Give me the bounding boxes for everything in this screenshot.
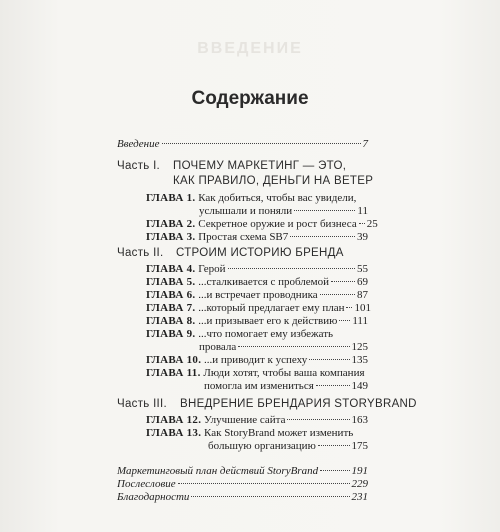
chapter-page: 11 — [357, 205, 368, 217]
toc-entry-action-plan — [117, 465, 368, 478]
chapter-page: 111 — [352, 315, 368, 327]
chapter-page: 101 — [354, 302, 371, 314]
chapter-title: ...и приводит к успеху — [204, 354, 308, 366]
leader-dots — [331, 281, 355, 282]
chapter-title: ...что помогает ему избежать — [198, 328, 334, 340]
chapter-title: ...и призывает его к действию — [198, 315, 338, 327]
toc-chapter-13 — [146, 427, 353, 440]
chapter-title: Секретное оружие и рост бизнеса — [198, 218, 357, 230]
part-title: ПОЧЕМУ МАРКЕТИНГ — ЭТО, — [173, 160, 347, 172]
chapter-page: 149 — [351, 380, 368, 392]
toc-chapter-11-cont — [204, 380, 368, 393]
leader-dots — [339, 320, 350, 321]
toc-chapter-3 — [146, 231, 368, 244]
part-title: СТРОИМ ИСТОРИЮ БРЕНДА — [176, 247, 344, 259]
toc-entry-afterword — [117, 478, 368, 491]
leader-dots — [178, 483, 350, 484]
toc-chapter-13-cont — [208, 440, 368, 453]
toc-label: Маркетинговый план действий StoryBrand — [117, 465, 319, 477]
leader-dots — [309, 359, 349, 360]
toc-page: 229 — [351, 478, 368, 490]
chapter-number: ГЛАВА 1. — [146, 192, 196, 204]
chapter-number: ГЛАВА 2. — [146, 218, 196, 230]
toc-label: Благодарности — [117, 491, 190, 503]
toc-chapter-6 — [146, 289, 368, 302]
chapter-number: ГЛАВА 12. — [146, 414, 202, 426]
toc-chapter-12 — [146, 414, 368, 427]
leader-dots — [162, 143, 361, 144]
leader-dots — [287, 419, 349, 420]
chapter-number: ГЛАВА 4. — [146, 263, 196, 275]
chapter-title: Улучшение сайта — [204, 414, 286, 426]
leader-dots — [320, 470, 349, 471]
chapter-title-line2: услышали и поняли — [199, 205, 293, 217]
toc-chapter-7 — [146, 302, 371, 315]
chapter-page: 25 — [366, 218, 378, 230]
toc-chapter-5 — [146, 276, 368, 289]
chapter-number: ГЛАВА 7. — [146, 302, 196, 314]
toc-chapter-9-cont — [199, 341, 368, 354]
chapter-page: 55 — [357, 263, 368, 275]
toc-chapter-1 — [146, 192, 356, 205]
chapter-title: ...сталкивается с проблемой — [198, 276, 329, 288]
toc-page: 231 — [351, 491, 368, 503]
chapter-title: Герой — [198, 263, 226, 275]
chapter-title: Как StoryBrand может изменить — [204, 427, 354, 439]
part-label: Часть II. — [117, 247, 164, 259]
leader-dots — [238, 346, 349, 347]
toc-page: 7 — [362, 138, 368, 150]
toc-chapter-10 — [146, 354, 368, 367]
chapter-page: 135 — [351, 354, 368, 366]
toc-entry-acknowledgements — [117, 491, 368, 504]
toc-entry-intro — [117, 138, 368, 151]
leader-dots — [320, 294, 355, 295]
chapter-title: Люди хотят, чтобы ваша компания — [203, 367, 365, 379]
chapter-number: ГЛАВА 3. — [146, 231, 196, 243]
leader-dots — [318, 445, 350, 446]
leader-dots — [359, 223, 365, 224]
leader-dots — [294, 210, 355, 211]
chapter-title-line2: провала — [199, 341, 237, 353]
part-title-line2: КАК ПРАВИЛО, ДЕНЬГИ НА ВЕТЕР — [173, 175, 374, 187]
toc-chapter-11 — [146, 367, 365, 380]
chapter-page: 175 — [351, 440, 368, 452]
leader-dots — [316, 385, 350, 386]
chapter-title-line2: помогла им измениться — [204, 380, 314, 392]
part-label: Часть III. — [117, 398, 168, 410]
toc-page: 191 — [351, 465, 368, 477]
toc-chapter-9 — [146, 328, 333, 341]
chapter-number: ГЛАВА 6. — [146, 289, 196, 301]
chapter-title: ...который предлагает ему план — [198, 302, 345, 314]
chapter-number: ГЛАВА 8. — [146, 315, 196, 327]
toc-chapter-2 — [146, 218, 378, 231]
toc-chapter-1-cont — [199, 205, 368, 218]
toc-label: Послесловие — [117, 478, 176, 490]
chapter-number: ГЛАВА 5. — [146, 276, 196, 288]
chapter-title: ...и встречает проводника — [198, 289, 318, 301]
bleed-through-heading: ВВЕДЕНИЕ — [197, 40, 303, 57]
part-title: ВНЕДРЕНИЕ БРЕНДАРИЯ STORYBRAND — [180, 398, 417, 410]
toc-chapter-8 — [146, 315, 368, 328]
chapter-page: 87 — [357, 289, 368, 301]
chapter-title: Простая схема SB7 — [198, 231, 289, 243]
chapter-page: 163 — [351, 414, 368, 426]
chapter-number: ГЛАВА 10. — [146, 354, 202, 366]
chapter-title-line2: большую организацию — [208, 440, 316, 452]
page-title: Содержание — [191, 88, 309, 109]
chapter-number: ГЛАВА 11. — [146, 367, 201, 379]
leader-dots — [346, 307, 352, 308]
leader-dots — [191, 496, 349, 497]
chapter-title: Как добиться, чтобы вас увидели, — [198, 192, 357, 204]
chapter-page: 69 — [357, 276, 368, 288]
toc-label: Введение — [117, 138, 160, 150]
chapter-number: ГЛАВА 9. — [146, 328, 196, 340]
chapter-page: 39 — [357, 231, 368, 243]
part-label: Часть I. — [117, 160, 161, 172]
chapter-page: 125 — [351, 341, 368, 353]
leader-dots — [228, 268, 355, 269]
toc-chapter-4 — [146, 263, 368, 276]
leader-dots — [290, 236, 355, 237]
chapter-number: ГЛАВА 13. — [146, 427, 202, 439]
